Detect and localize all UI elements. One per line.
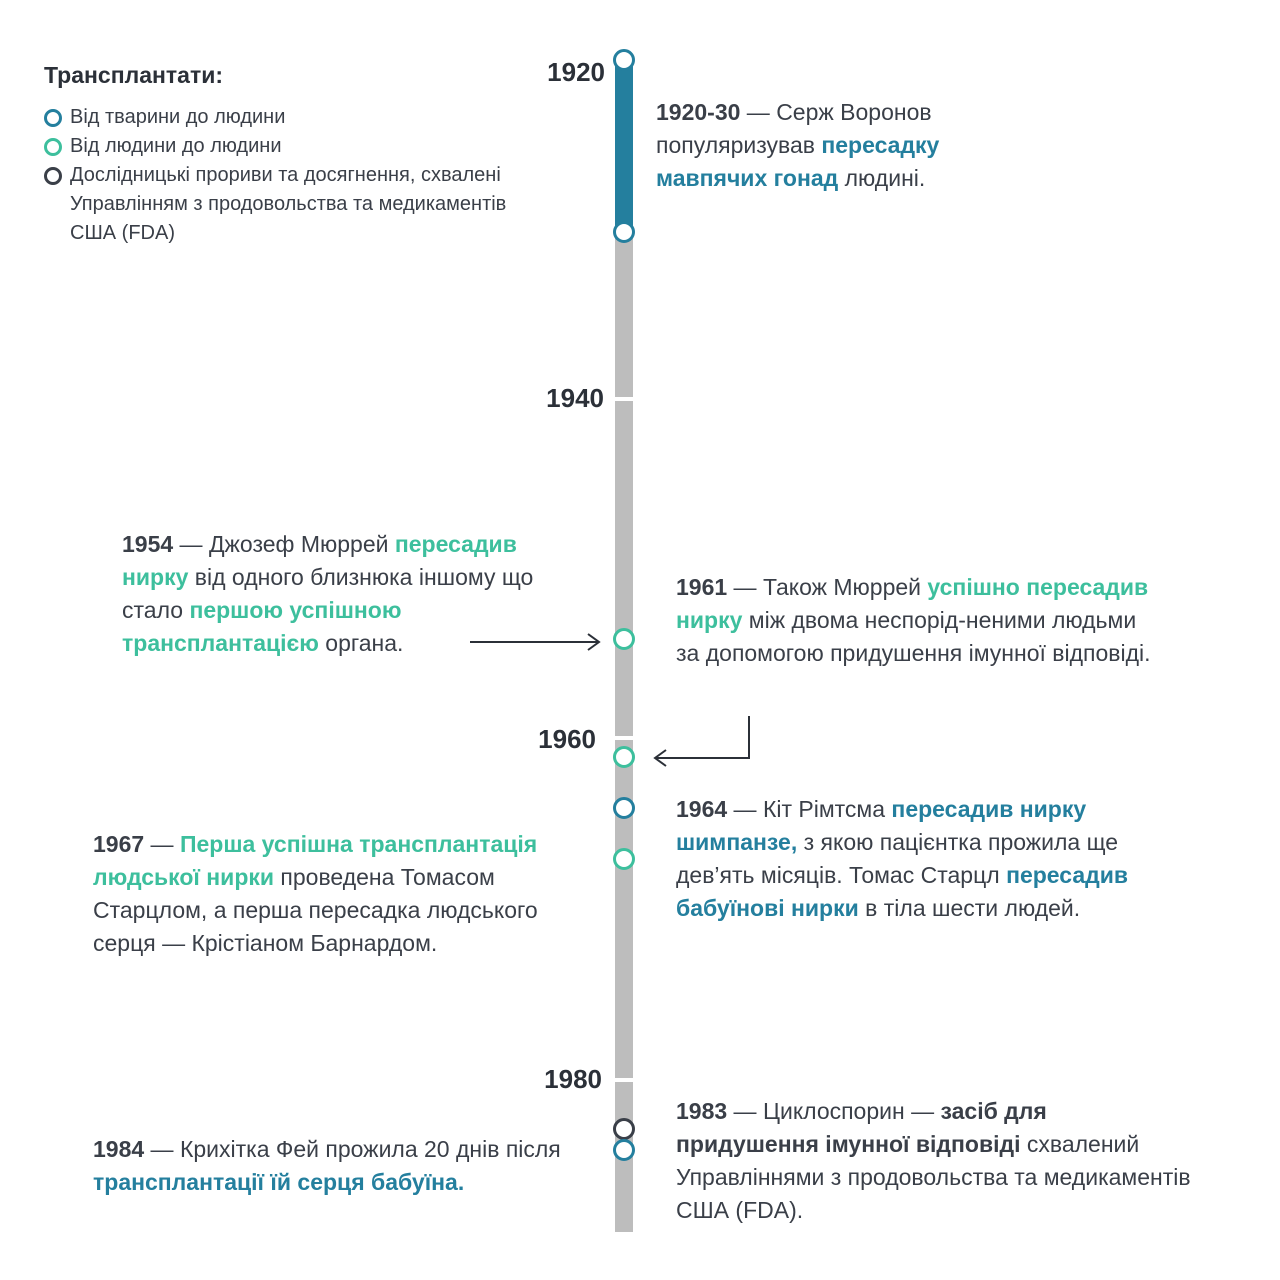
event-year: 1961	[676, 574, 728, 600]
event-1984	[93, 1133, 583, 1199]
event-highlight: успішно пересадив нирку	[676, 574, 1149, 633]
legend-label: Від тварини до людини	[70, 106, 286, 128]
event-text: органа.	[318, 630, 404, 656]
event-text: проведена Томасом Старцлом, а перша пересадка людського серця — Крістіаном Барнардом.	[93, 864, 538, 956]
event-year: 1967	[93, 831, 145, 857]
event-1983	[676, 1095, 1196, 1227]
event-1961	[676, 571, 1156, 670]
event-text: — Також Мюррей	[727, 574, 928, 600]
event-highlight: пересадив нирку	[122, 531, 517, 590]
decade-label-1980: 1980	[544, 1064, 602, 1094]
event-highlight: Перша успішна трансплантація людської нирки	[93, 831, 538, 890]
legend-label: Від людини до людини	[70, 135, 282, 157]
event-text: — Крихітка Фей прожила 20 днів після	[144, 1136, 561, 1162]
event-text: — Серж Воронов популяризував	[656, 99, 932, 158]
decade-label-1920: 1920	[547, 57, 605, 87]
legend-title: Трансплантати:	[44, 62, 224, 88]
event-1920-30	[656, 96, 996, 195]
event-text: від одного близнюка іншому що стало	[122, 564, 534, 623]
event-1954	[122, 528, 582, 660]
event-highlight: пересадив бабуїнові нирки	[676, 862, 1129, 921]
arrow-1961-icon	[655, 716, 749, 766]
event-year: 1954	[122, 531, 174, 557]
event-1967	[93, 828, 603, 960]
decade-label-1960: 1960	[538, 724, 596, 754]
event-text: між двома неспорід-неними людьми за допомогою придушення імунної відповіді.	[676, 607, 1151, 666]
legend-label: Дослідницькі прориви та досягнення, схвалені Управлінням з продовольства та медикаментів США (FDA)	[70, 164, 507, 244]
event-highlight: пересадку мавпячих гонад	[656, 132, 940, 191]
event-highlight: засіб для придушення імунної відповіді	[676, 1098, 1047, 1157]
event-text: в тіла шести людей.	[858, 895, 1081, 921]
event-year: 1964	[676, 796, 728, 822]
event-text: — Кіт Рімтсма	[727, 796, 892, 822]
event-highlight: пересадив нирку шимпанзе,	[676, 796, 1087, 855]
event-text: — Циклоспорин —	[727, 1098, 941, 1124]
event-year: 1984	[93, 1136, 145, 1162]
event-text: — Джозеф Мюррей	[173, 531, 395, 557]
decade-label-1940: 1940	[546, 383, 604, 413]
event-year: 1983	[676, 1098, 728, 1124]
event-highlight: першою успішною трансплантацією	[122, 597, 402, 656]
event-highlight: трансплантації їй серця бабуїна.	[93, 1169, 465, 1195]
event-text: схвалений Управліннями з продовольства та медикаментів США (FDA).	[676, 1131, 1191, 1223]
event-year: 1920-30	[656, 99, 741, 125]
event-text: —	[144, 831, 180, 857]
event-1964	[676, 793, 1196, 925]
event-text: людині.	[838, 165, 926, 191]
event-text: з якою пацієнтка прожила ще дев’ять місяців. Томас Старцл	[676, 829, 1119, 888]
